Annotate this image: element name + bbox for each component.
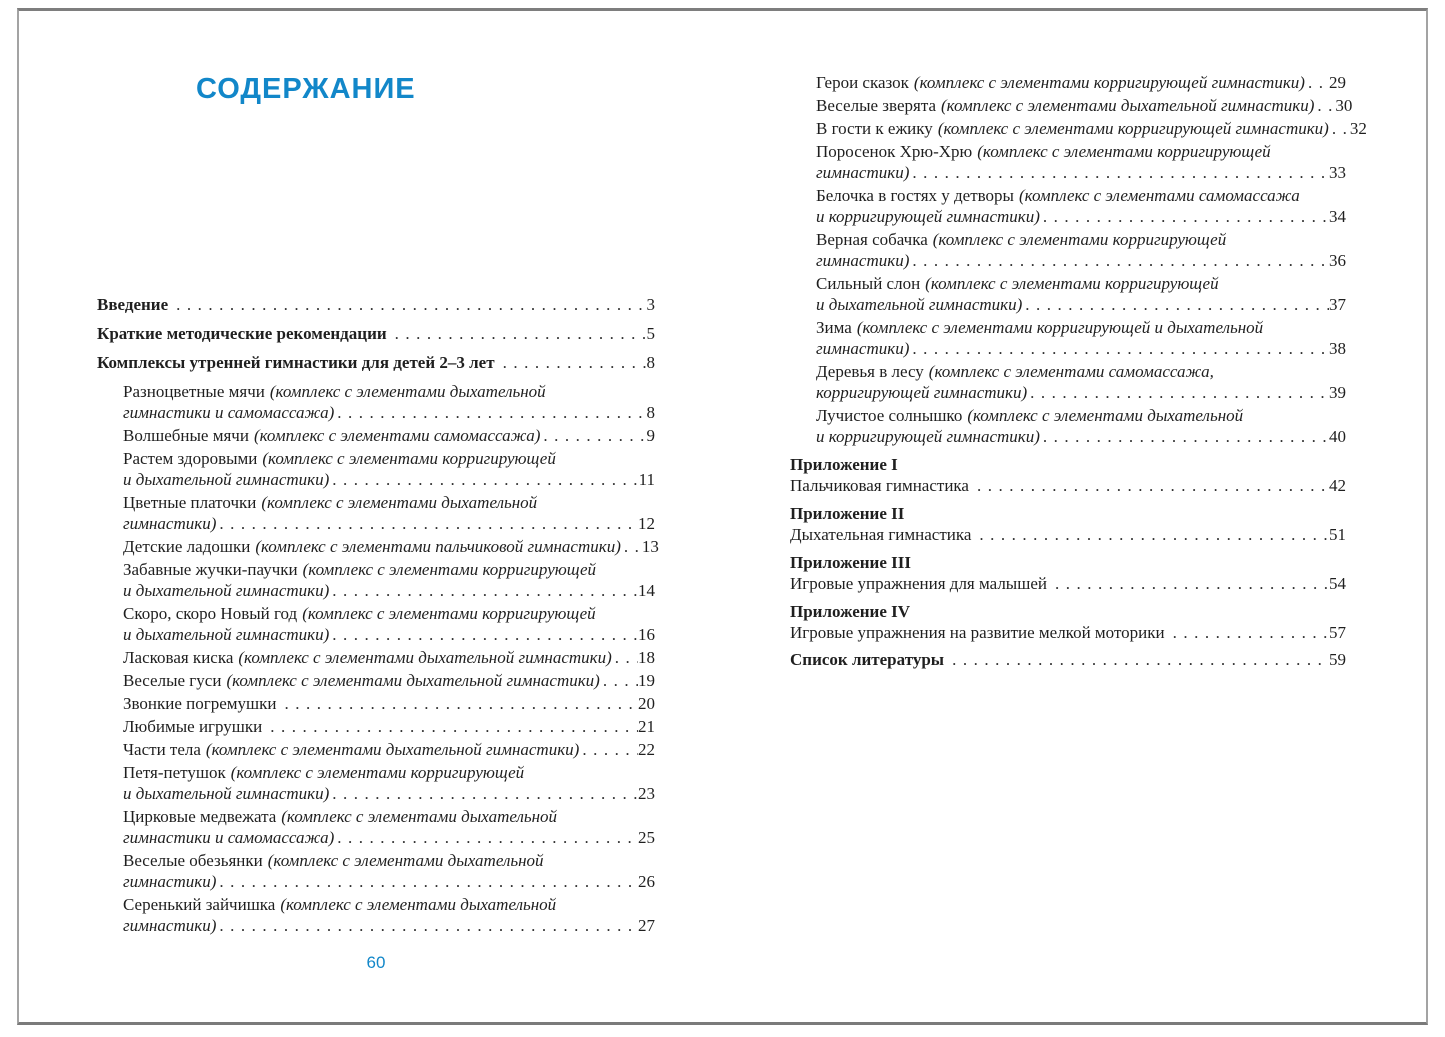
entry-page-number: 8 [646,403,655,422]
entry-title: Поросенок Хрю-Хрю [816,142,973,161]
toc-entry [97,294,655,315]
dot-leader [912,162,1329,183]
toc-entry [97,536,659,557]
entry-note-continued: гимнастики) [816,251,910,270]
dot-leader [1308,72,1329,93]
entry-title: Комплексы утренней гимнастики для детей 2–3 лет [97,353,495,372]
appendix-heading [790,601,1346,622]
entry-title: Забавные жучки-паучки [123,560,298,579]
dot-leader [219,871,638,892]
dot-leader [1030,382,1329,403]
toc-entry [97,492,655,534]
entry-note-continued: корригирующей гимнастики) [816,383,1028,402]
dot-leader [219,915,638,936]
toc-entry [790,622,1346,643]
entry-page-number: 13 [641,537,659,556]
entry-page-number: 18 [638,648,655,667]
dot-leader [332,624,638,645]
entry-note-continued: и дыхательной гимнастики) [123,581,330,600]
entry-page-number: 42 [1329,476,1346,495]
toc-entry [97,323,655,344]
toc-entry [790,361,1346,403]
entry-page-number: 12 [638,514,655,533]
dot-leader [332,580,638,601]
dot-leader [615,647,638,668]
toc-entry [790,573,1346,594]
entry-page-number: 8 [646,353,655,372]
entry-page-number: 20 [638,694,655,713]
entry-note: (комплекс с элементами дыхательной [967,406,1244,425]
entry-page-number: 21 [638,717,655,736]
dot-leader [912,250,1329,271]
entry-page-number: 54 [1329,574,1346,593]
entry-title: Сильный слон [816,274,921,293]
dot-leader [219,513,638,534]
entry-note: (комплекс с элементами дыхательной [281,807,558,826]
entry-note: (комплекс с элементами корригирующей гимнастики) [913,73,1305,92]
dot-leader [332,783,638,804]
entry-title: Волшебные мячи [123,426,249,445]
toc-entry [790,475,1346,496]
entry-title: Петя-петушок [123,763,226,782]
entry-note-continued: гимнастики и самомассажа) [123,403,335,422]
entry-title: Приложение IV [790,602,911,621]
entry-page-number: 34 [1329,207,1346,226]
toc-entry [97,850,655,892]
entry-title: Дыхательная гимнастика [790,525,972,544]
toc-entry [790,141,1346,183]
entry-note: (комплекс с элементами дыхательной [280,895,557,914]
entry-title: В гости к ежику [816,119,933,138]
entry-title: Части тела [123,740,201,759]
toc-entry [97,603,655,645]
entry-title: Приложение I [790,455,898,474]
entry-page-number: 11 [638,470,655,489]
entry-page-number: 33 [1329,163,1346,182]
entry-note: (комплекс с элементами корригирующей [925,274,1219,293]
entry-note: (комплекс с элементами дыхательной гимнастики) [941,96,1315,115]
entry-note-continued: и дыхательной гимнастики) [816,295,1023,314]
entry-note-continued: гимнастики) [123,872,217,891]
toc-entry [97,381,655,423]
entry-title: Серенький зайчишка [123,895,276,914]
entry-title: Список литературы [790,650,945,669]
entry-note: (комплекс с элементами корригирующей [230,763,525,782]
dot-leader [176,294,646,315]
entry-page-number: 51 [1329,525,1346,544]
dot-leader [543,425,646,446]
dot-leader [624,536,642,557]
toc-entry [790,317,1346,359]
entry-title: Верная собачка [816,230,928,249]
dot-leader [1055,573,1329,594]
entry-note: (комплекс с элементами корригирующей гимнастики) [937,119,1329,138]
entry-note: (комплекс с элементами дыхательной [267,851,544,870]
dot-leader [395,323,647,344]
entry-title: Приложение III [790,553,911,572]
toc-entry [97,352,655,373]
toc-entry [97,647,655,668]
entry-note: (комплекс с элементами дыхательной гимнастики) [238,648,612,667]
dot-leader [337,402,646,423]
appendix-heading [790,503,1346,524]
toc-entry [97,894,655,936]
dot-leader [1317,95,1335,116]
dot-leader [977,475,1329,496]
entry-note: (комплекс с элементами дыхательной гимнастики) [226,671,600,690]
entry-page-number: 25 [638,828,655,847]
entry-note: (комплекс с элементами корригирующей [302,560,597,579]
dot-leader [1043,426,1329,447]
toc-entry [790,95,1353,116]
entry-note-continued: и корригирующей гимнастики) [816,207,1040,226]
entry-title: Герои сказок [816,73,909,92]
entry-page-number: 37 [1329,295,1346,314]
entry-title: Веселые обезьянки [123,851,263,870]
entry-title: Пальчиковая гимнастика [790,476,969,495]
entry-note: (комплекс с элементами пальчиковой гимнастики) [255,537,621,556]
entry-note: (комплекс с элементами дыхательной [261,493,538,512]
entry-note-continued: и дыхательной гимнастики) [123,625,330,644]
entry-title: Ласковая киска [123,648,234,667]
entry-note-continued: гимнастики и самомассажа) [123,828,335,847]
entry-page-number: 32 [1349,119,1367,138]
toc-entry [97,425,655,446]
entry-title: Приложение II [790,504,905,523]
entry-note-continued: гимнастики) [816,339,910,358]
toc-column-right [790,72,1367,678]
dot-leader [270,716,638,737]
entry-title: Детские ладошки [123,537,251,556]
entry-note: (комплекс с элементами самомассажа, [928,362,1214,381]
appendix-heading [790,454,1346,475]
entry-page-number: 26 [638,872,655,891]
entry-title: Деревья в лесу [816,362,924,381]
dot-leader [912,338,1329,359]
toc-entry [790,229,1346,271]
entry-page-number: 3 [646,295,655,314]
entry-note-continued: гимнастики) [123,514,217,533]
entry-title: Веселые гуси [123,671,222,690]
toc-entry [97,693,655,714]
entry-page-number: 16 [638,625,655,644]
entry-page-number: 14 [638,581,655,600]
entry-note: (комплекс с элементами корригирующей [262,449,556,468]
entry-title: Лучистое солнышко [816,406,963,425]
entry-page-number: 5 [646,324,655,343]
entry-title: Разноцветные мячи [123,382,265,401]
toc-entry [790,649,1346,670]
entry-note: (комплекс с элементами самомассажа) [253,426,541,445]
entry-title: Зима [816,318,852,337]
entry-note-continued: и корригирующей гимнастики) [816,427,1040,446]
entry-note: (комплекс с элементами корригирующей и дыхательной [856,318,1264,337]
entry-page-number: 23 [638,784,655,803]
toc-entry [97,670,655,691]
entry-page-number: 40 [1329,427,1346,446]
entry-title: Краткие методические рекомендации [97,324,387,343]
dot-leader [337,827,638,848]
entry-note: (комплекс с элементами корригирующей [932,230,1227,249]
entry-page-number: 19 [638,671,655,690]
toc-entry [97,448,655,490]
dot-leader [603,670,638,691]
toc-entry [97,762,655,804]
entry-page-number: 22 [638,740,655,759]
entry-page-number: 27 [638,916,655,935]
dot-leader [503,352,647,373]
entry-page-number: 36 [1329,251,1346,270]
entry-note: (комплекс с элементами корригирующей [302,604,596,623]
entry-note: (комплекс с элементами дыхательной [269,382,546,401]
entry-title: Звонкие погремушки [123,694,277,713]
dot-leader [285,693,639,714]
dot-leader [979,524,1329,545]
entry-page-number: 39 [1329,383,1346,402]
entry-page-number: 30 [1335,96,1353,115]
entry-note: (комплекс с элементами самомассажа [1018,186,1300,205]
toc-entry [97,806,655,848]
entry-title: Скоро, скоро Новый год [123,604,298,623]
toc-entry [790,118,1367,139]
entry-title: Цветные платочки [123,493,257,512]
toc-entry [790,405,1346,447]
toc-entry [790,72,1346,93]
dot-leader [1025,294,1329,315]
entry-note-continued: гимнастики) [816,163,910,182]
entry-note-continued: гимнастики) [123,916,217,935]
dot-leader [952,649,1329,670]
entry-title: Любимые игрушки [123,717,263,736]
entry-title: Игровые упражнения на развитие мелкой моторики [790,623,1165,642]
entry-note-continued: и дыхательной гимнастики) [123,784,330,803]
entry-page-number: 57 [1329,623,1346,642]
toc-entry [790,185,1346,227]
entry-page-number: 59 [1329,650,1346,669]
entry-title: Растем здоровыми [123,449,258,468]
toc-title: СОДЕРЖАНИЕ [196,73,416,105]
entry-page-number: 38 [1329,339,1346,358]
toc-column-left [97,294,659,938]
entry-title: Веселые зверята [816,96,936,115]
toc-entry [790,273,1346,315]
dot-leader [1043,206,1329,227]
entry-note: (комплекс с элементами корригирующей [977,142,1271,161]
page-number-folio: 60 [366,953,386,972]
dot-leader [332,469,638,490]
entry-title: Белочка в гостях у детворы [816,186,1014,205]
entry-note-continued: и дыхательной гимнастики) [123,470,330,489]
dot-leader [1173,622,1329,643]
toc-entry [97,716,655,737]
entry-title: Игровые упражнения для малышей [790,574,1047,593]
entry-title: Введение [97,295,169,314]
entry-page-number: 9 [646,426,655,445]
appendix-heading [790,552,1346,573]
toc-entry [97,739,655,760]
dot-leader [1332,118,1350,139]
toc-entry [97,559,655,601]
dot-leader [582,739,638,760]
entry-page-number: 29 [1329,73,1346,92]
entry-title: Цирковые медвежата [123,807,277,826]
entry-note: (комплекс с элементами дыхательной гимнастики) [205,740,580,759]
toc-entry [790,524,1346,545]
